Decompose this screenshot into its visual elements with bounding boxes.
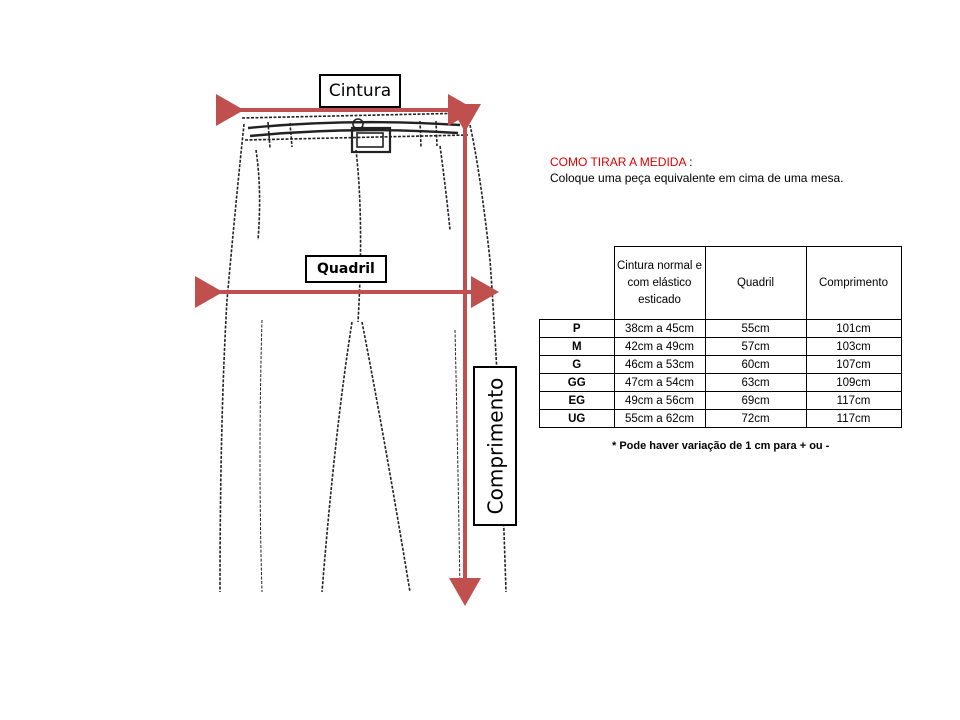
table-header-hip: Quadril	[705, 247, 806, 320]
length-cell: 109cm	[806, 374, 901, 392]
size-cell: GG	[540, 374, 615, 392]
instructions-text: Coloque uma peça equivalente em cima de uma mesa.	[550, 171, 844, 185]
waist-cell: 46cm a 53cm	[614, 356, 705, 374]
instructions-title-suffix: :	[685, 155, 693, 169]
size-chart-table	[539, 246, 902, 428]
waist-cell: 47cm a 54cm	[614, 374, 705, 392]
waist-cell: 55cm a 62cm	[614, 410, 705, 428]
hip-cell: 72cm	[705, 410, 806, 428]
length-label-box	[473, 366, 517, 526]
waist-cell: 42cm a 49cm	[614, 338, 705, 356]
hip-cell: 69cm	[705, 392, 806, 410]
table-header-corner	[540, 247, 615, 320]
waist-cell: 49cm a 56cm	[614, 392, 705, 410]
length-label: Comprimento	[483, 377, 508, 515]
length-cell: 103cm	[806, 338, 901, 356]
hip-label: Quadril	[305, 255, 387, 283]
size-cell: UG	[540, 410, 615, 428]
instructions-title: COMO TIRAR A MEDIDA	[550, 155, 686, 169]
size-cell: M	[540, 338, 615, 356]
hip-cell: 55cm	[705, 320, 806, 338]
hip-cell: 57cm	[705, 338, 806, 356]
table-header-waist: Cintura normal e com elástico esticado	[614, 247, 705, 320]
instructions-block	[550, 154, 844, 186]
table-header-length: Comprimento	[806, 247, 901, 320]
table-row	[540, 410, 902, 428]
length-cell: 117cm	[806, 392, 901, 410]
variation-note: * Pode haver variação de 1 cm para + ou -	[612, 440, 830, 452]
size-cell: EG	[540, 392, 615, 410]
table-row	[540, 392, 902, 410]
table-header-row	[540, 247, 902, 320]
table-row	[540, 374, 902, 392]
waist-label: Cintura	[319, 74, 401, 108]
waist-cell: 38cm a 45cm	[614, 320, 705, 338]
instructions-title-line	[550, 154, 844, 170]
table-row	[540, 338, 902, 356]
size-cell: G	[540, 356, 615, 374]
table-row	[540, 356, 902, 374]
table-row	[540, 320, 902, 338]
length-cell: 101cm	[806, 320, 901, 338]
hip-cell: 63cm	[705, 374, 806, 392]
hip-cell: 60cm	[705, 356, 806, 374]
length-cell: 117cm	[806, 410, 901, 428]
size-cell: P	[540, 320, 615, 338]
length-cell: 107cm	[806, 356, 901, 374]
